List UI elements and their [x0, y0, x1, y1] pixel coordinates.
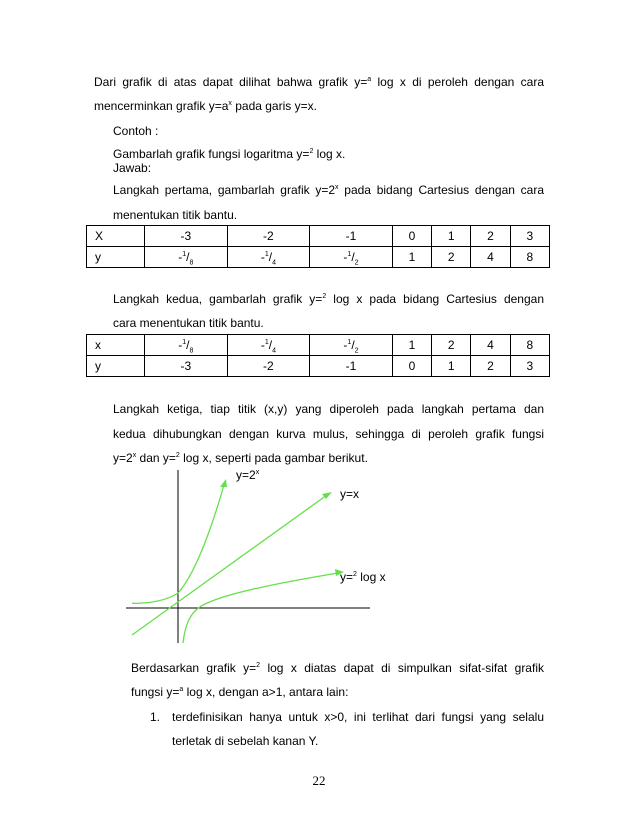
superscript: x [132, 452, 137, 459]
step3-text: log x, seperti pada gambar berikut. [179, 451, 368, 465]
superscript: 2 [175, 452, 180, 459]
step1-line-2: menentukan titik bantu. [113, 208, 238, 222]
list-number: 1. [150, 710, 161, 724]
intro-text: Dari grafik di atas dapat dilihat bahwa grafik y= [94, 75, 368, 89]
table-cell: y [87, 356, 145, 377]
table-cell-fraction: $-^1/_2$ [310, 247, 393, 268]
conclusion-text: fungsi y= [131, 685, 180, 699]
table-cell: 1 [432, 226, 471, 247]
table-row [87, 247, 550, 268]
problem-text: Gambarlah grafik fungsi logaritma y= [113, 147, 310, 161]
table-cell-fraction: $-^1/_2$ [310, 335, 393, 356]
step3-text: y=2 [113, 451, 133, 465]
intro-line-2 [94, 99, 317, 114]
superscript: x [228, 100, 232, 107]
table-cell: 1 [392, 335, 431, 356]
table-cell: 4 [471, 335, 510, 356]
table-cell: 2 [471, 226, 510, 247]
table-cell: 3 [510, 226, 549, 247]
superscript: a [367, 76, 372, 83]
table-cell: 2 [471, 356, 510, 377]
table-step1 [86, 225, 550, 268]
table-cell: -3 [145, 356, 228, 377]
table-cell: -1 [310, 356, 393, 377]
table-row [87, 356, 550, 377]
step2-text: log x pada bidang Cartesius dengan [326, 292, 544, 306]
table-cell: 4 [471, 247, 510, 268]
conclusion-text: log x, dengan a>1, antara lain: [183, 685, 349, 699]
intro-text: pada garis y=x. [231, 99, 317, 113]
table-cell: 2 [432, 335, 471, 356]
conclusion-line-2 [131, 685, 348, 700]
list-item-line-1: terdefinisikan hanya untuk x>0, ini terlihat dari fungsi yang selalu [172, 710, 544, 724]
list-item-line-2: terletak di sebelah kanan Y. [172, 734, 319, 748]
problem-text: log x. [313, 147, 346, 161]
table-cell: 1 [392, 247, 431, 268]
label-identity: y=x [340, 487, 360, 501]
table-cell: 8 [510, 247, 549, 268]
table-cell: x [87, 335, 145, 356]
superscript: a [179, 686, 184, 693]
superscript: 2 [309, 148, 314, 155]
jawab-label: Jawab: [113, 161, 152, 175]
step2-text: Langkah kedua, gambarlah grafik y= [113, 292, 323, 306]
intro-text: log x di peroleh dengan cara [371, 75, 544, 89]
table-cell: 3 [510, 356, 549, 377]
step3-line-1: Langkah ketiga, tiap titik (x,y) yang diperoleh pada langkah pertama dan [113, 402, 544, 416]
table-cell: 1 [432, 356, 471, 377]
table-cell-fraction: $-^1/_4$ [227, 247, 310, 268]
table-cell-fraction: $-^1/_8$ [145, 247, 228, 268]
table-cell: 0 [392, 226, 431, 247]
step2-line-2: cara menentukan titik bantu. [113, 316, 264, 330]
exp-curve-arrow [220, 479, 227, 487]
step3-line-3 [113, 451, 368, 466]
table-cell: 0 [392, 356, 431, 377]
table-cell: -1 [310, 226, 393, 247]
contoh-label: Contoh : [113, 124, 159, 138]
table-cell-fraction: $-^1/_8$ [145, 335, 228, 356]
step1-text: Langkah pertama, gambarlah grafik y=2 [113, 183, 336, 197]
step3-text: dan y= [136, 451, 176, 465]
superscript: 2 [256, 662, 261, 669]
table-cell: y [87, 247, 145, 268]
step3-line-2: kedua dihubungkan dengan kurva mulus, sehingga di peroleh grafik fungsi [113, 427, 544, 441]
table-cell: 8 [510, 335, 549, 356]
label-exp: $y=2^x$ [236, 468, 260, 482]
intro-line-1 [94, 75, 544, 90]
step2-line-1 [113, 292, 544, 307]
table-cell: X [87, 226, 145, 247]
intro-text: mencerminkan grafik y=a [94, 99, 229, 113]
table-step2 [86, 334, 550, 377]
table-cell: -2 [227, 226, 310, 247]
table-row [87, 226, 550, 247]
label-log: y=$^2$ log x [340, 570, 386, 584]
table-cell-fraction: $-^1/_4$ [227, 335, 310, 356]
table-row [87, 335, 550, 356]
identity-line [132, 495, 327, 635]
step1-text: pada bidang Cartesius dengan cara [338, 183, 544, 197]
conclusion-text: log x diatas dapat di simpulkan sifat-sifat grafik [260, 661, 544, 675]
step1-line-1 [113, 183, 544, 198]
function-graph [118, 465, 418, 650]
problem-statement [113, 147, 345, 162]
superscript: x [335, 184, 339, 191]
table-cell: -3 [145, 226, 228, 247]
conclusion-text: Berdasarkan grafik y= [131, 661, 257, 675]
conclusion-line-1 [131, 661, 544, 676]
table-cell: -2 [227, 356, 310, 377]
page-number: 22 [312, 773, 326, 788]
superscript: 2 [322, 293, 327, 300]
table-cell: 2 [432, 247, 471, 268]
